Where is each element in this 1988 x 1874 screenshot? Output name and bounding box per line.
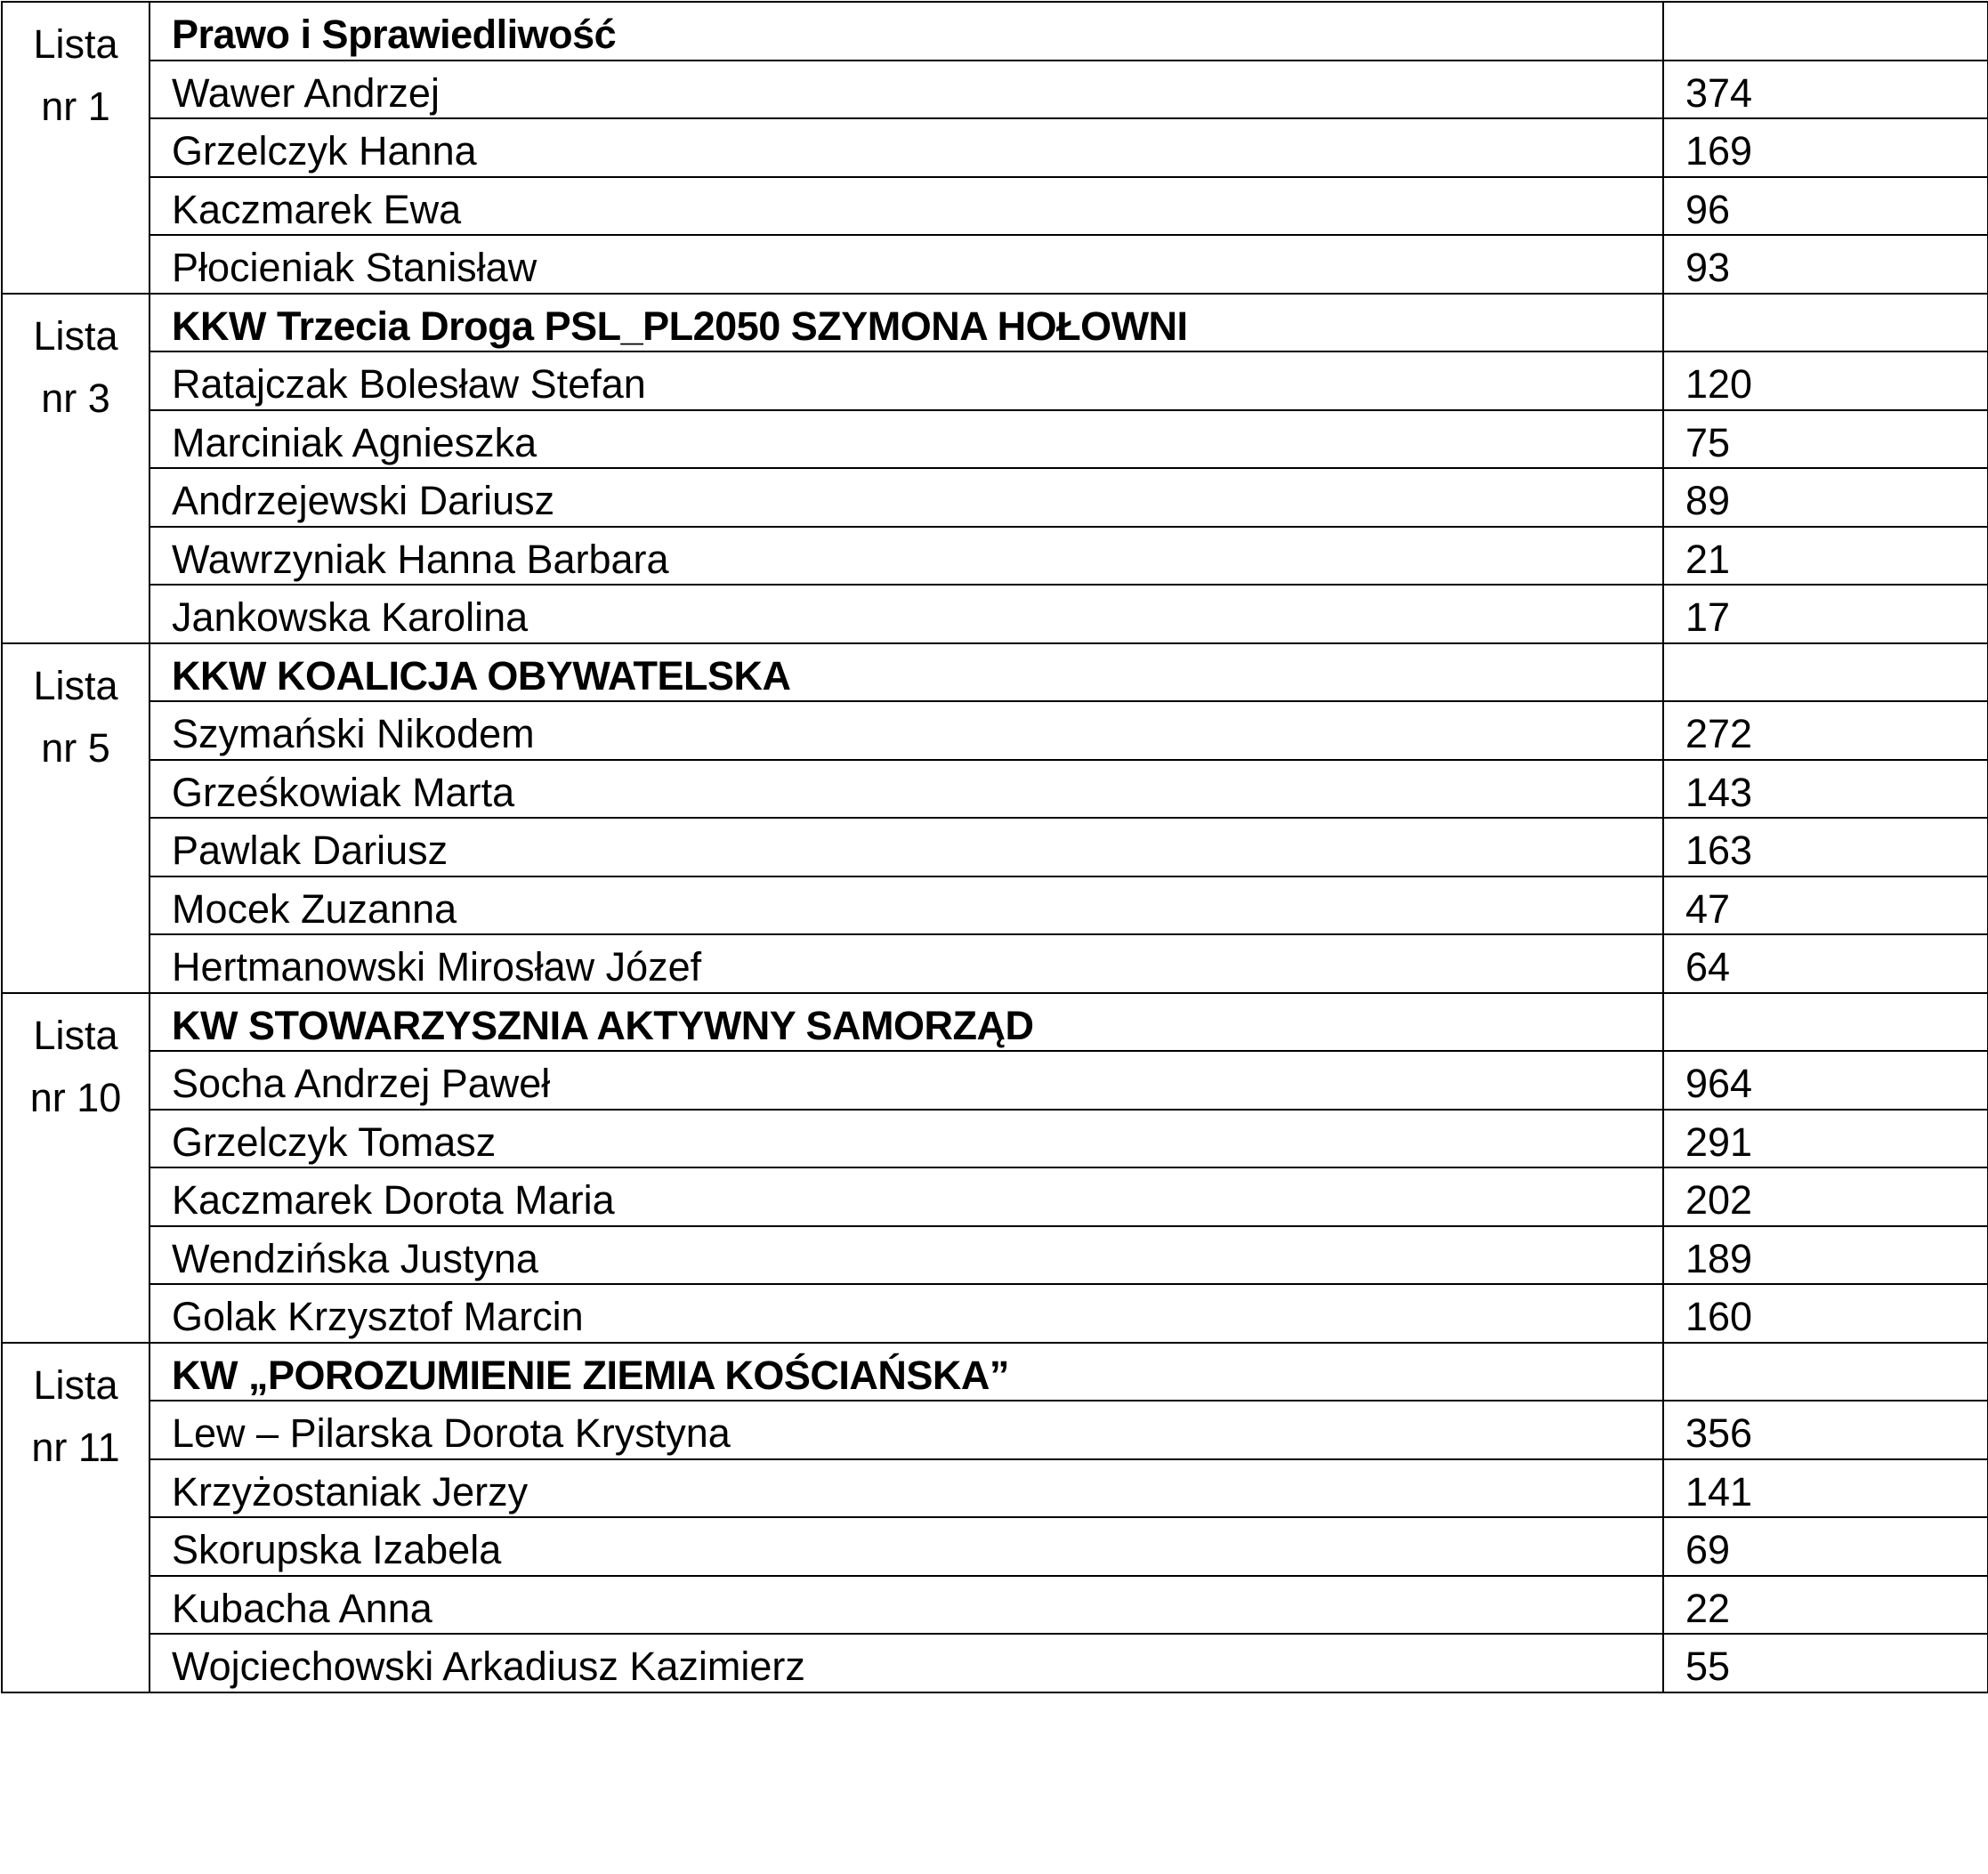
candidate-name: Skorupska Izabela: [150, 1517, 1663, 1576]
table-row: [2, 1167, 1988, 1226]
candidate-name: Grzelczyk Hanna: [150, 118, 1663, 177]
candidate-votes: 55: [1663, 1634, 1988, 1692]
candidate-name: Wawer Andrzej: [150, 61, 1663, 119]
candidate-votes: 356: [1663, 1401, 1988, 1459]
candidate-votes: 141: [1663, 1459, 1988, 1518]
table-row: [2, 760, 1988, 819]
candidate-name: Lew – Pilarska Dorota Krystyna: [150, 1401, 1663, 1459]
party-name: KKW Trzecia Droga PSL_PL2050 SZYMONA HOŁOWNI: [150, 294, 1663, 352]
list-number: nr 3: [41, 375, 110, 421]
candidate-name: Szymański Nikodem: [150, 701, 1663, 760]
candidate-name: Grzelczyk Tomasz: [150, 1110, 1663, 1168]
candidate-name: Wojciechowski Arkadiusz Kazimierz: [150, 1634, 1663, 1692]
candidate-name: Krzyżostaniak Jerzy: [150, 1459, 1663, 1518]
candidate-votes: 189: [1663, 1226, 1988, 1285]
candidate-name: Wendzińska Justyna: [150, 1226, 1663, 1285]
candidate-votes: 96: [1663, 177, 1988, 236]
list-label: Lista: [33, 21, 118, 67]
list-number: nr 10: [29, 1074, 122, 1120]
table-row: [2, 1401, 1988, 1459]
candidate-votes: 143: [1663, 760, 1988, 819]
list-number-cell: [2, 294, 150, 643]
party-header-row: [2, 643, 1988, 702]
table-row: [2, 701, 1988, 760]
party-votes-empty: [1663, 993, 1988, 1052]
candidate-votes: 75: [1663, 410, 1988, 469]
party-header-row: [2, 294, 1988, 352]
table-row: [2, 585, 1988, 643]
candidate-votes: 169: [1663, 118, 1988, 177]
candidate-votes: 202: [1663, 1167, 1988, 1226]
table-row: [2, 351, 1988, 410]
party-name: Prawo i Sprawiedliwość: [150, 2, 1663, 61]
candidate-votes: 291: [1663, 1110, 1988, 1168]
list-number: nr 11: [31, 1424, 120, 1470]
table-row: [2, 876, 1988, 935]
table-row: [2, 934, 1988, 993]
party-votes-empty: [1663, 643, 1988, 702]
party-name: KKW KOALICJA OBYWATELSKA: [150, 643, 1663, 702]
table-row: [2, 177, 1988, 236]
candidate-votes: 64: [1663, 934, 1988, 993]
list-label: Lista: [33, 1361, 118, 1408]
list-number-cell: [2, 993, 150, 1343]
candidate-votes: 120: [1663, 351, 1988, 410]
candidate-name: Kaczmarek Ewa: [150, 177, 1663, 236]
candidate-name: Marciniak Agnieszka: [150, 410, 1663, 469]
party-name: KW STOWARZYSZNIA AKTYWNY SAMORZĄD: [150, 993, 1663, 1052]
candidate-votes: 89: [1663, 468, 1988, 527]
party-header-row: [2, 2, 1988, 61]
candidate-name: Hertmanowski Mirosław Józef: [150, 934, 1663, 993]
list-number: nr 1: [41, 84, 110, 129]
results-table-body: [2, 2, 1988, 1692]
list-label: Lista: [33, 1012, 118, 1058]
candidate-votes: 374: [1663, 61, 1988, 119]
table-row: [2, 1576, 1988, 1635]
candidate-votes: 964: [1663, 1051, 1988, 1110]
list-number-cell: [2, 1343, 150, 1692]
list-number-cell: [2, 2, 150, 294]
list-number: nr 5: [41, 724, 110, 771]
table-row: [2, 527, 1988, 586]
list-number-cell: [2, 643, 150, 993]
party-header-row: [2, 993, 1988, 1052]
party-votes-empty: [1663, 294, 1988, 352]
candidate-name: Pawlak Dariusz: [150, 818, 1663, 876]
table-row: [2, 1226, 1988, 1285]
candidate-name: Mocek Zuzanna: [150, 876, 1663, 935]
candidate-name: Andrzejewski Dariusz: [150, 468, 1663, 527]
candidate-name: Wawrzyniak Hanna Barbara: [150, 527, 1663, 586]
candidate-name: Grześkowiak Marta: [150, 760, 1663, 819]
candidate-votes: 163: [1663, 818, 1988, 876]
table-row: [2, 1284, 1988, 1343]
candidate-name: Socha Andrzej Paweł: [150, 1051, 1663, 1110]
party-header-row: [2, 1343, 1988, 1401]
candidate-votes: 160: [1663, 1284, 1988, 1343]
candidate-name: Kaczmarek Dorota Maria: [150, 1167, 1663, 1226]
table-row: [2, 118, 1988, 177]
candidate-name: Płocieniak Stanisław: [150, 235, 1663, 294]
candidate-name: Jankowska Karolina: [150, 585, 1663, 643]
candidate-votes: 272: [1663, 701, 1988, 760]
table-row: [2, 61, 1988, 119]
list-label: Lista: [33, 662, 118, 708]
table-row: [2, 818, 1988, 876]
table-row: [2, 1517, 1988, 1576]
table-row: [2, 235, 1988, 294]
candidate-votes: 93: [1663, 235, 1988, 294]
table-row: [2, 1051, 1988, 1110]
table-row: [2, 468, 1988, 527]
table-row: [2, 1634, 1988, 1692]
candidate-votes: 47: [1663, 876, 1988, 935]
table-row: [2, 1110, 1988, 1168]
table-row: [2, 1459, 1988, 1518]
candidate-votes: 22: [1663, 1576, 1988, 1635]
candidate-name: Kubacha Anna: [150, 1576, 1663, 1635]
list-label: Lista: [33, 312, 118, 359]
election-results-table: [1, 1, 1988, 1693]
candidate-votes: 69: [1663, 1517, 1988, 1576]
party-name: KW „POROZUMIENIE ZIEMIA KOŚCIAŃSKA”: [150, 1343, 1663, 1401]
candidate-name: Ratajczak Bolesław Stefan: [150, 351, 1663, 410]
party-votes-empty: [1663, 1343, 1988, 1401]
candidate-votes: 21: [1663, 527, 1988, 586]
candidate-votes: 17: [1663, 585, 1988, 643]
table-row: [2, 410, 1988, 469]
party-votes-empty: [1663, 2, 1988, 61]
candidate-name: Golak Krzysztof Marcin: [150, 1284, 1663, 1343]
